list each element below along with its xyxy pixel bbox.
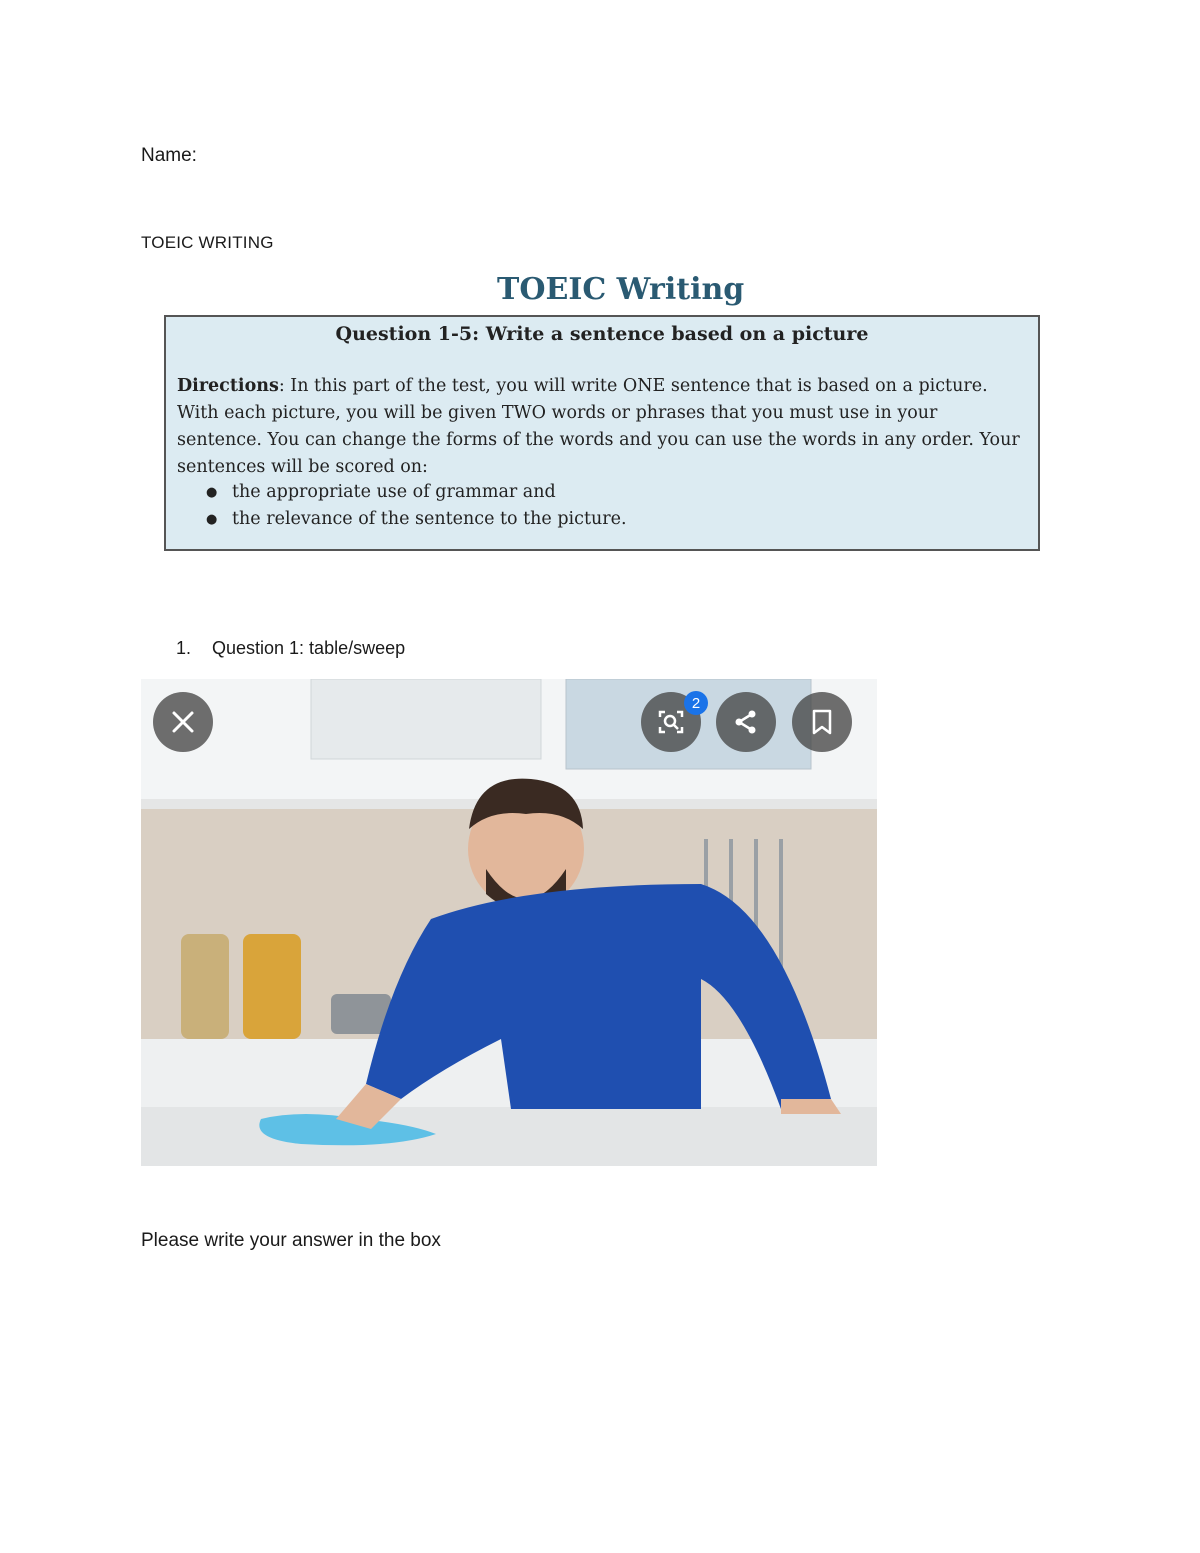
close-button[interactable] [153,692,213,752]
directions-body: : In this part of the test, you will write ONE sentence that is based on a picture. With each picture, you will be given TWO words or phrases that you must use in your sentence. You can change the forms of the words and you can use the words in any order. Your sentences will be scored on: [177,376,1020,477]
directions-box [164,315,1040,551]
list-item-text: the appropriate use of grammar and [232,482,556,502]
bookmark-button[interactable] [792,692,852,752]
directions-heading: Question 1-5: Write a sentence based on a picture [335,323,869,345]
section-title: TOEIC WRITING [141,233,274,252]
list-item [206,506,627,533]
scoring-criteria-list [206,479,627,533]
name-label: Name: [141,145,197,166]
answer-instruction: Please write your answer in the box [141,1230,441,1251]
banner-title: TOEIC Writing [497,272,745,307]
share-button[interactable] [716,692,776,752]
bullet-icon: ● [206,485,218,500]
directions-text [177,373,1024,481]
question-photo [141,679,877,1166]
question-text: Question 1: table/sweep [212,638,406,658]
question-item [176,638,405,659]
bookmark-icon [810,708,834,736]
lens-count-badge: 2 [684,691,708,715]
share-icon [732,708,760,736]
list-item-text: the relevance of the sentence to the picture. [232,509,627,529]
kitchen-scene-illustration [141,679,877,1166]
bullet-icon: ● [206,512,218,527]
directions-label: Directions [177,376,279,396]
list-item [206,479,627,506]
question-number: 1. [176,638,192,658]
close-icon [170,709,196,735]
lens-search-icon [656,707,686,737]
